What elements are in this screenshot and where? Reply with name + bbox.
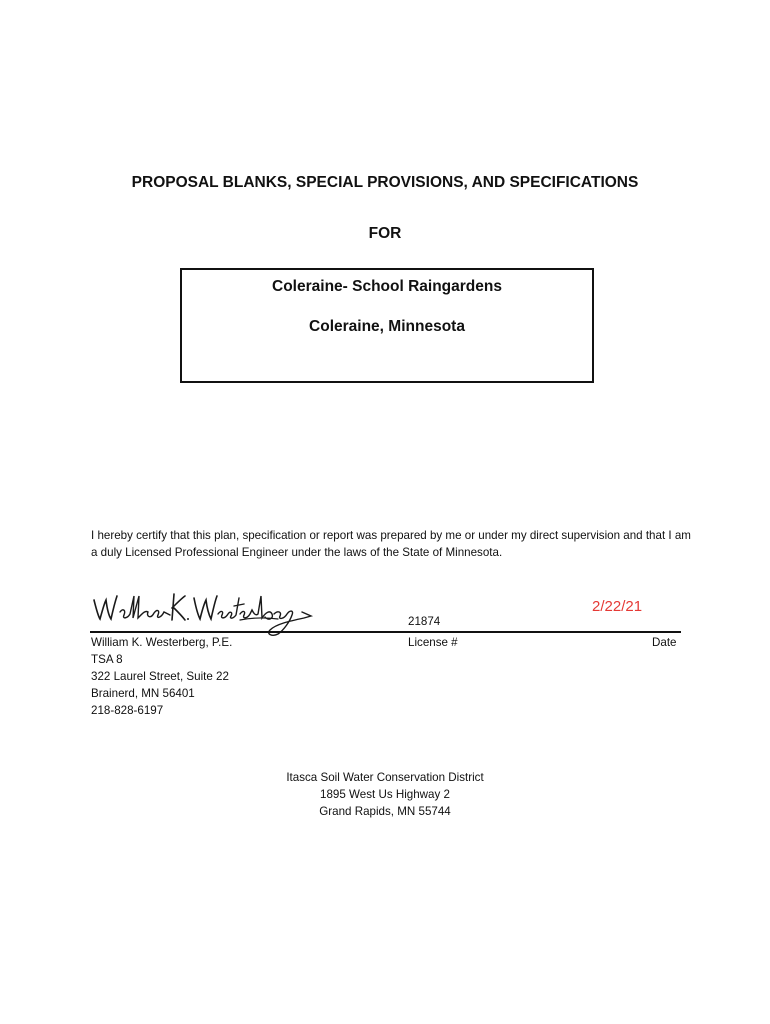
signature-line <box>90 631 681 633</box>
signature-date: 2/22/21 <box>592 598 643 615</box>
engineer-phone: 218-828-6197 <box>91 704 164 717</box>
engineer-company: TSA 8 <box>91 653 123 666</box>
license-label: License # <box>408 636 458 649</box>
for-label: FOR <box>368 225 402 242</box>
date-label: Date <box>652 636 677 649</box>
engineer-street: 322 Laurel Street, Suite 22 <box>91 670 229 683</box>
license-number: 21874 <box>408 615 441 628</box>
project-box <box>180 268 594 383</box>
engineer-address <box>91 634 232 719</box>
district-name: Itasca Soil Water Conservation District <box>286 771 484 784</box>
district-city: Grand Rapids, MN 55744 <box>319 805 451 818</box>
engineer-city: Brainerd, MN 56401 <box>91 687 195 700</box>
project-name: Coleraine- School Raingardens <box>272 278 502 295</box>
project-location: Coleraine, Minnesota <box>309 318 465 335</box>
document-title: PROPOSAL BLANKS, SPECIAL PROVISIONS, AND SPECIFICATIONS <box>131 174 639 191</box>
engineer-name: William K. Westerberg, P.E. <box>91 636 233 649</box>
district-address <box>0 769 770 820</box>
district-street: 1895 West Us Highway 2 <box>320 788 450 801</box>
certification-statement: I hereby certify that this plan, specification or report was prepared by me or under my direct supervision and that I am a duly Licensed Professional Engineer under the laws of the State of Minnesota. <box>91 529 691 559</box>
